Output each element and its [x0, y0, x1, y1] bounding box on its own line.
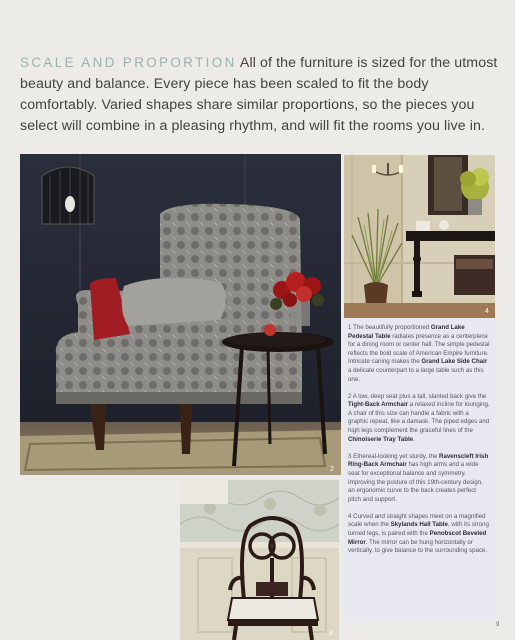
caption-text: .: [413, 435, 415, 443]
caption-text: Ethereal-looking yet sturdy, the: [353, 452, 440, 460]
product-name: Tight-Back Armchair: [348, 401, 409, 409]
caption-text: . The mirror can be hung horizontally or vertically, to give balance to the surrounding space.: [348, 538, 488, 555]
intro-paragraph: [20, 52, 502, 137]
caption-text: A low, deep seat plus a tall, slanted back give the: [352, 392, 487, 400]
photo-number: 3: [329, 630, 333, 637]
product-name: Grand Lake Pedestal Table: [348, 324, 465, 340]
caption-text: Curved and straight shapes meet on a magnified scale when the: [348, 512, 486, 529]
captions-panel: [344, 318, 495, 622]
product-name: Chinoiserie Tray Table: [348, 435, 414, 443]
product-name: Ravenscleft Irish Ring-Back Armchair: [348, 452, 489, 469]
caption-2: [348, 393, 490, 445]
product-name: Grand Lake Side Chair: [421, 358, 488, 366]
product-name: Skylands Hall Table: [390, 521, 448, 529]
photo-number: 4: [485, 308, 489, 315]
caption-text: The beautifully proportioned: [353, 324, 431, 331]
page-number: 9: [496, 622, 500, 628]
ring-back-chair-photo: [180, 480, 339, 640]
caption-number: 2: [348, 392, 352, 400]
caption-text: , with its strong turned legs, is paired with the: [348, 521, 489, 537]
caption-text: a relaxed incline for lounging. A chair of this size can handle a fabric with a graphic repeat, like a damask. The piped edges and high legs complement the graceful lines of the: [348, 401, 490, 435]
caption-text: has high arms and a wide seat for exceptional balance and symmetry. Improving the posture of this 19th-century design, an ergonomic curve to the back creates perfect pitch and support.: [348, 461, 483, 503]
caption-text: a delicate counterpart to a large table such as this one.: [348, 366, 484, 383]
caption-1: [348, 324, 490, 384]
caption-number: 3: [348, 452, 352, 460]
photo-number: 2: [330, 466, 334, 473]
caption-text: radiates presence as a centerpiece for a dining room or center hall. The simple pedestal reflects the bold scale of American Empire furniture. Intricate caning makes the: [348, 332, 490, 366]
section-kicker: SCALE AND PROPORTION: [20, 55, 237, 70]
product-name: Penobscot Beveled Mirror: [348, 529, 487, 546]
caption-4: [348, 513, 490, 556]
birdcage: [42, 167, 94, 224]
caption-3: [348, 453, 490, 505]
hall-table-photo: [344, 155, 495, 318]
intro-body: All of the furniture is sized for the utmost beauty and balance. Every piece has been scaled to fit the body comfortably. Varied shapes share similar proportions, so the pieces you select will combine in a pleasing rhythm, and will fit the rooms you live in.: [20, 55, 498, 134]
caption-number: 1: [348, 324, 352, 331]
caption-number: 4: [348, 512, 352, 520]
armchair-photo: [20, 154, 341, 475]
